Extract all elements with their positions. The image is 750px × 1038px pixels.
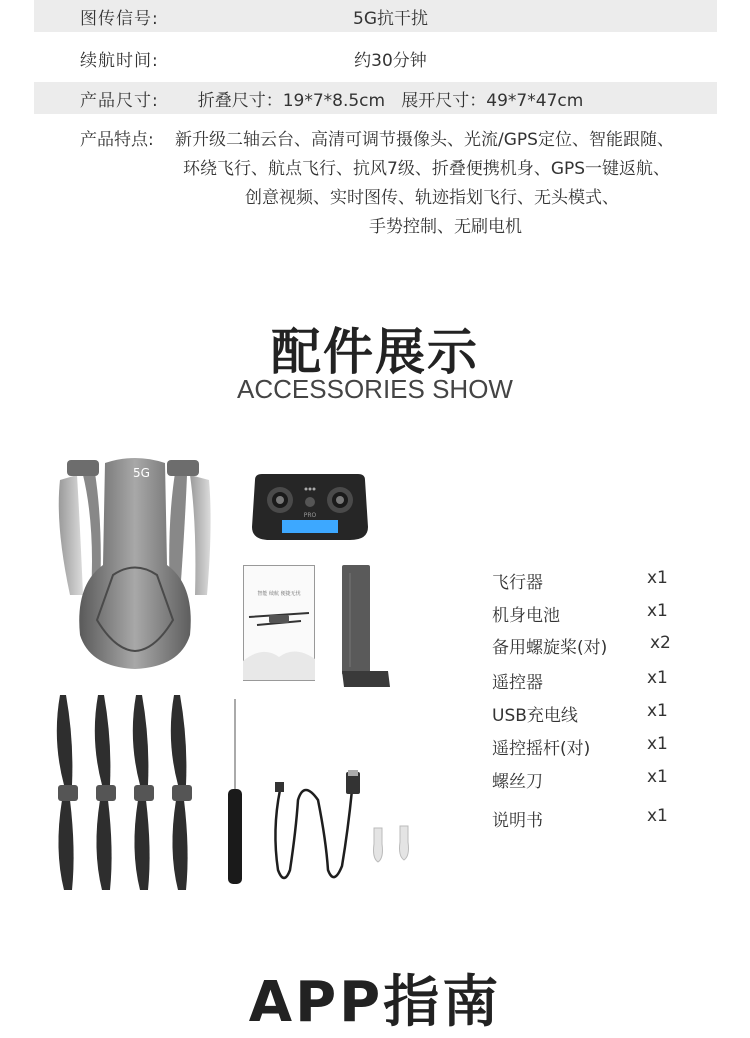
accessory-qty: x1	[647, 668, 668, 688]
accessory-name: 遥控摇杆(对)	[492, 739, 591, 759]
remote-badge: PRO	[303, 512, 317, 519]
remote-controller-image	[250, 472, 370, 542]
spec-label: 图传信号:	[80, 8, 159, 29]
next-section-title: APP指南	[248, 970, 502, 1035]
accessory-name: 飞行器	[492, 573, 543, 593]
section-title: 配件展示	[271, 323, 479, 381]
features-label: 产品特点:	[80, 130, 154, 150]
accessory-name: USB充电线	[492, 706, 578, 726]
section-subtitle: ACCESSORIES SHOW	[237, 374, 513, 404]
accessory-qty: x1	[647, 601, 668, 621]
spec-label: 续航时间:	[80, 50, 159, 71]
spec-row-signal	[34, 0, 717, 32]
features-line: 新升级二轴云台、高清可调节摄像头、光流/GPS定位、智能跟随、	[175, 130, 674, 150]
spec-value: 约30分钟	[354, 50, 427, 71]
svg-text:5G: 5G	[133, 466, 150, 480]
accessory-qty: x1	[647, 767, 668, 787]
screwdriver-image	[222, 697, 252, 892]
accessory-qty: x1	[647, 701, 668, 721]
spec-row-flight-time	[34, 42, 717, 74]
accessory-name: 螺丝刀	[492, 772, 543, 792]
accessory-name: 说明书	[492, 811, 543, 831]
accessory-name: 遥控器	[492, 673, 543, 693]
accessory-name: 备用螺旋桨(对)	[492, 638, 608, 658]
usb-cable-image	[268, 770, 368, 888]
accessory-qty: x1	[647, 734, 668, 754]
battery-image	[338, 563, 396, 688]
spec-row-size	[34, 82, 717, 114]
accessory-name: 机身电池	[492, 606, 560, 626]
accessory-qty: x1	[647, 568, 668, 588]
features-line: 创意视频、实时图传、轨迹指划飞行、无头模式、	[245, 188, 619, 208]
features-line: 环绕飞行、航点飞行、抗风7级、折叠便携机身、GPS一键返航、	[183, 159, 671, 179]
joysticks-image	[368, 824, 418, 866]
spec-value: 折叠尺寸：19*7*8.5cm 展开尺寸：49*7*47cm	[197, 90, 584, 111]
manual-image	[243, 565, 315, 681]
propellers-image	[52, 690, 212, 900]
accessory-qty: x2	[650, 633, 671, 653]
manual-text: 智能 续航 便捷无忧	[257, 591, 301, 597]
features-line: 手势控制、无刷电机	[369, 217, 522, 237]
accessory-qty: x1	[647, 806, 668, 826]
spec-value: 5G抗干扰	[353, 8, 428, 29]
spec-label: 产品尺寸:	[80, 90, 159, 111]
drone-image	[55, 455, 215, 675]
